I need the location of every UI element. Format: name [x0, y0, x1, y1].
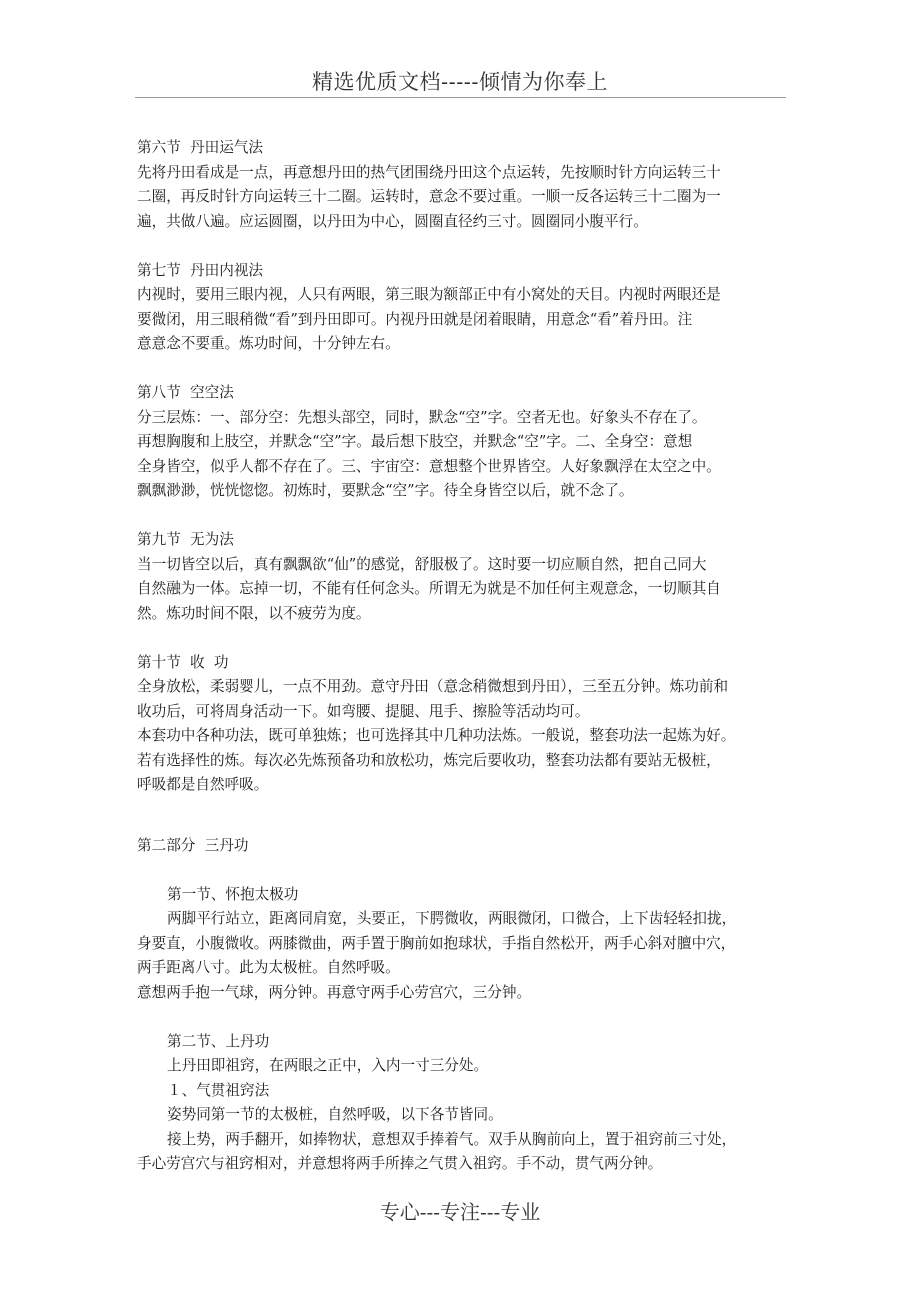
section-heading: 第二节、上丹功 — [167, 1032, 270, 1050]
paragraph-line: 本套功中各种功法，既可单独炼；也可选择其中几种功法炼。一般说，整套功法一起炼为好。 — [137, 727, 736, 744]
paragraph-line: 自然融为一体。忘掉一切，不能有任何念头。所谓无为就是不加任何主观意念，一切顺其自 — [137, 580, 721, 597]
paragraph-line: 飘飘渺渺，恍恍惚惚。初炼时，要默念“空”字。待全身皆空以后，就不念了。 — [137, 482, 634, 499]
section-6 — [137, 136, 787, 234]
part2-section-1 — [137, 883, 787, 1006]
paragraph-line: 上丹田即祖窍，在两眼之正中，入内一寸三分处。 — [167, 1057, 489, 1074]
section-heading: 第六节 丹田运气法 — [137, 139, 264, 156]
paragraph-line: 分三层炼：一、部分空：先想头部空，同时，默念“空”字。空者无也。好象头不存在了。 — [137, 408, 707, 426]
paragraph-line: 然。炼功时间不限，以不疲劳为度。 — [137, 604, 371, 622]
paragraph-line: 要微闭，用三眼稍微“看”到丹田即可。内视丹田就是闭着眼睛，用意念“看”着丹田。注 — [137, 310, 693, 328]
paragraph-line: 手心劳宫穴与祖窍相对，并意想将两手所捧之气贯入祖窍。手不动，贯气两分钟。 — [137, 1155, 663, 1172]
header-rule — [135, 97, 786, 98]
paragraph-line: 若有选择性的炼。每次必先炼预备功和放松功，炼完后要收功，整套功法都有要站无极桩， — [137, 751, 721, 769]
document-body — [137, 136, 787, 1201]
section-8 — [137, 381, 787, 504]
section-heading: 第十节 收 功 — [137, 653, 229, 671]
section-9 — [137, 528, 787, 626]
paragraph-line: 姿势同第一节的太极桩，自然呼吸，以下各节皆同。 — [167, 1106, 503, 1123]
subsection-heading: １、气贯祖窍法 — [167, 1081, 270, 1099]
paragraph-line: 呼吸都是自然呼吸。 — [137, 776, 269, 793]
paragraph-line: 收功后，可将周身活动一下。如弯腰、提腿、甩手、擦脸等活动均可。 — [137, 702, 590, 720]
section-heading: 第七节 丹田内视法 — [137, 261, 264, 279]
paragraph-line: 当一切皆空以后，真有飘飘欲“仙”的感觉，舒服极了。这时要一切应顺自然，把自己同大 — [137, 555, 707, 573]
section-heading: 第九节 无为法 — [137, 531, 234, 548]
paragraph-line: 遍，共做八遍。应运圆圈，以丹田为中心，圆圈直径约三寸。圆圈同小腹平行。 — [137, 212, 648, 230]
paragraph-line: 全身放松，柔弱婴儿，一点不用劲。意守丹田（意念稍微想到丹田），三至五分钟。炼功前和 — [137, 678, 729, 695]
paragraph-line: 意意念不要重。炼功时间，十分钟左右。 — [137, 335, 400, 352]
paragraph-line: 二圈，再反时针方向运转三十二圈。运转时，意念不要过重。一顺一反各运转三十二圈为一 — [137, 188, 721, 205]
paragraph-line: 身要直，小腹微收。两膝微曲，两手置于胸前如抱球状，手指自然松开，两手心斜对膻中穴， — [137, 934, 736, 952]
paragraph-line: 全身皆空，似乎人都不存在了。三、宇宙空：意想整个世界皆空。人好象飘浮在太空之中。 — [137, 457, 721, 475]
paragraph-line: 接上势，两手翻开，如捧物状，意想双手捧着气。双手从胸前向上，置于祖窍前三寸处， — [167, 1130, 737, 1148]
section-heading: 第八节 空空法 — [137, 384, 234, 401]
part-heading: 第二部分 三丹功 — [137, 836, 249, 854]
paragraph-line: 先将丹田看成是一点，再意想丹田的热气团围绕丹田这个点运转，先按顺时针方向运转三十 — [137, 163, 721, 181]
paragraph-line: 意想两手抱一气球，两分钟。再意守两手心劳宫穴，三分钟。 — [137, 983, 532, 1001]
section-7 — [137, 259, 787, 357]
part2-section-2 — [137, 1030, 787, 1177]
section-10 — [137, 651, 787, 798]
page-header: 精选优质文档-----倾情为你奉上 — [312, 70, 608, 94]
paragraph-line: 再想胸腹和上肢空，并默念“空”字。最后想下肢空，并默念“空”字。二、全身空：意想 — [137, 433, 693, 450]
paragraph-line: 两脚平行站立，距离同肩宽，头要正，下腭微收，两眼微闭，口微合，上下齿轻轻扣拢， — [167, 910, 737, 927]
section-heading: 第一节、怀抱太极功 — [167, 885, 299, 903]
paragraph-line: 两手距离八寸。此为太极桩。自然呼吸。 — [137, 959, 400, 976]
paragraph-line: 内视时，要用三眼内视，人只有两眼，第三眼为额部正中有小窝处的天目。内视时两眼还是 — [137, 286, 721, 303]
page-footer: 专心---专注---专业 — [379, 1200, 541, 1224]
part-2 — [137, 834, 787, 859]
